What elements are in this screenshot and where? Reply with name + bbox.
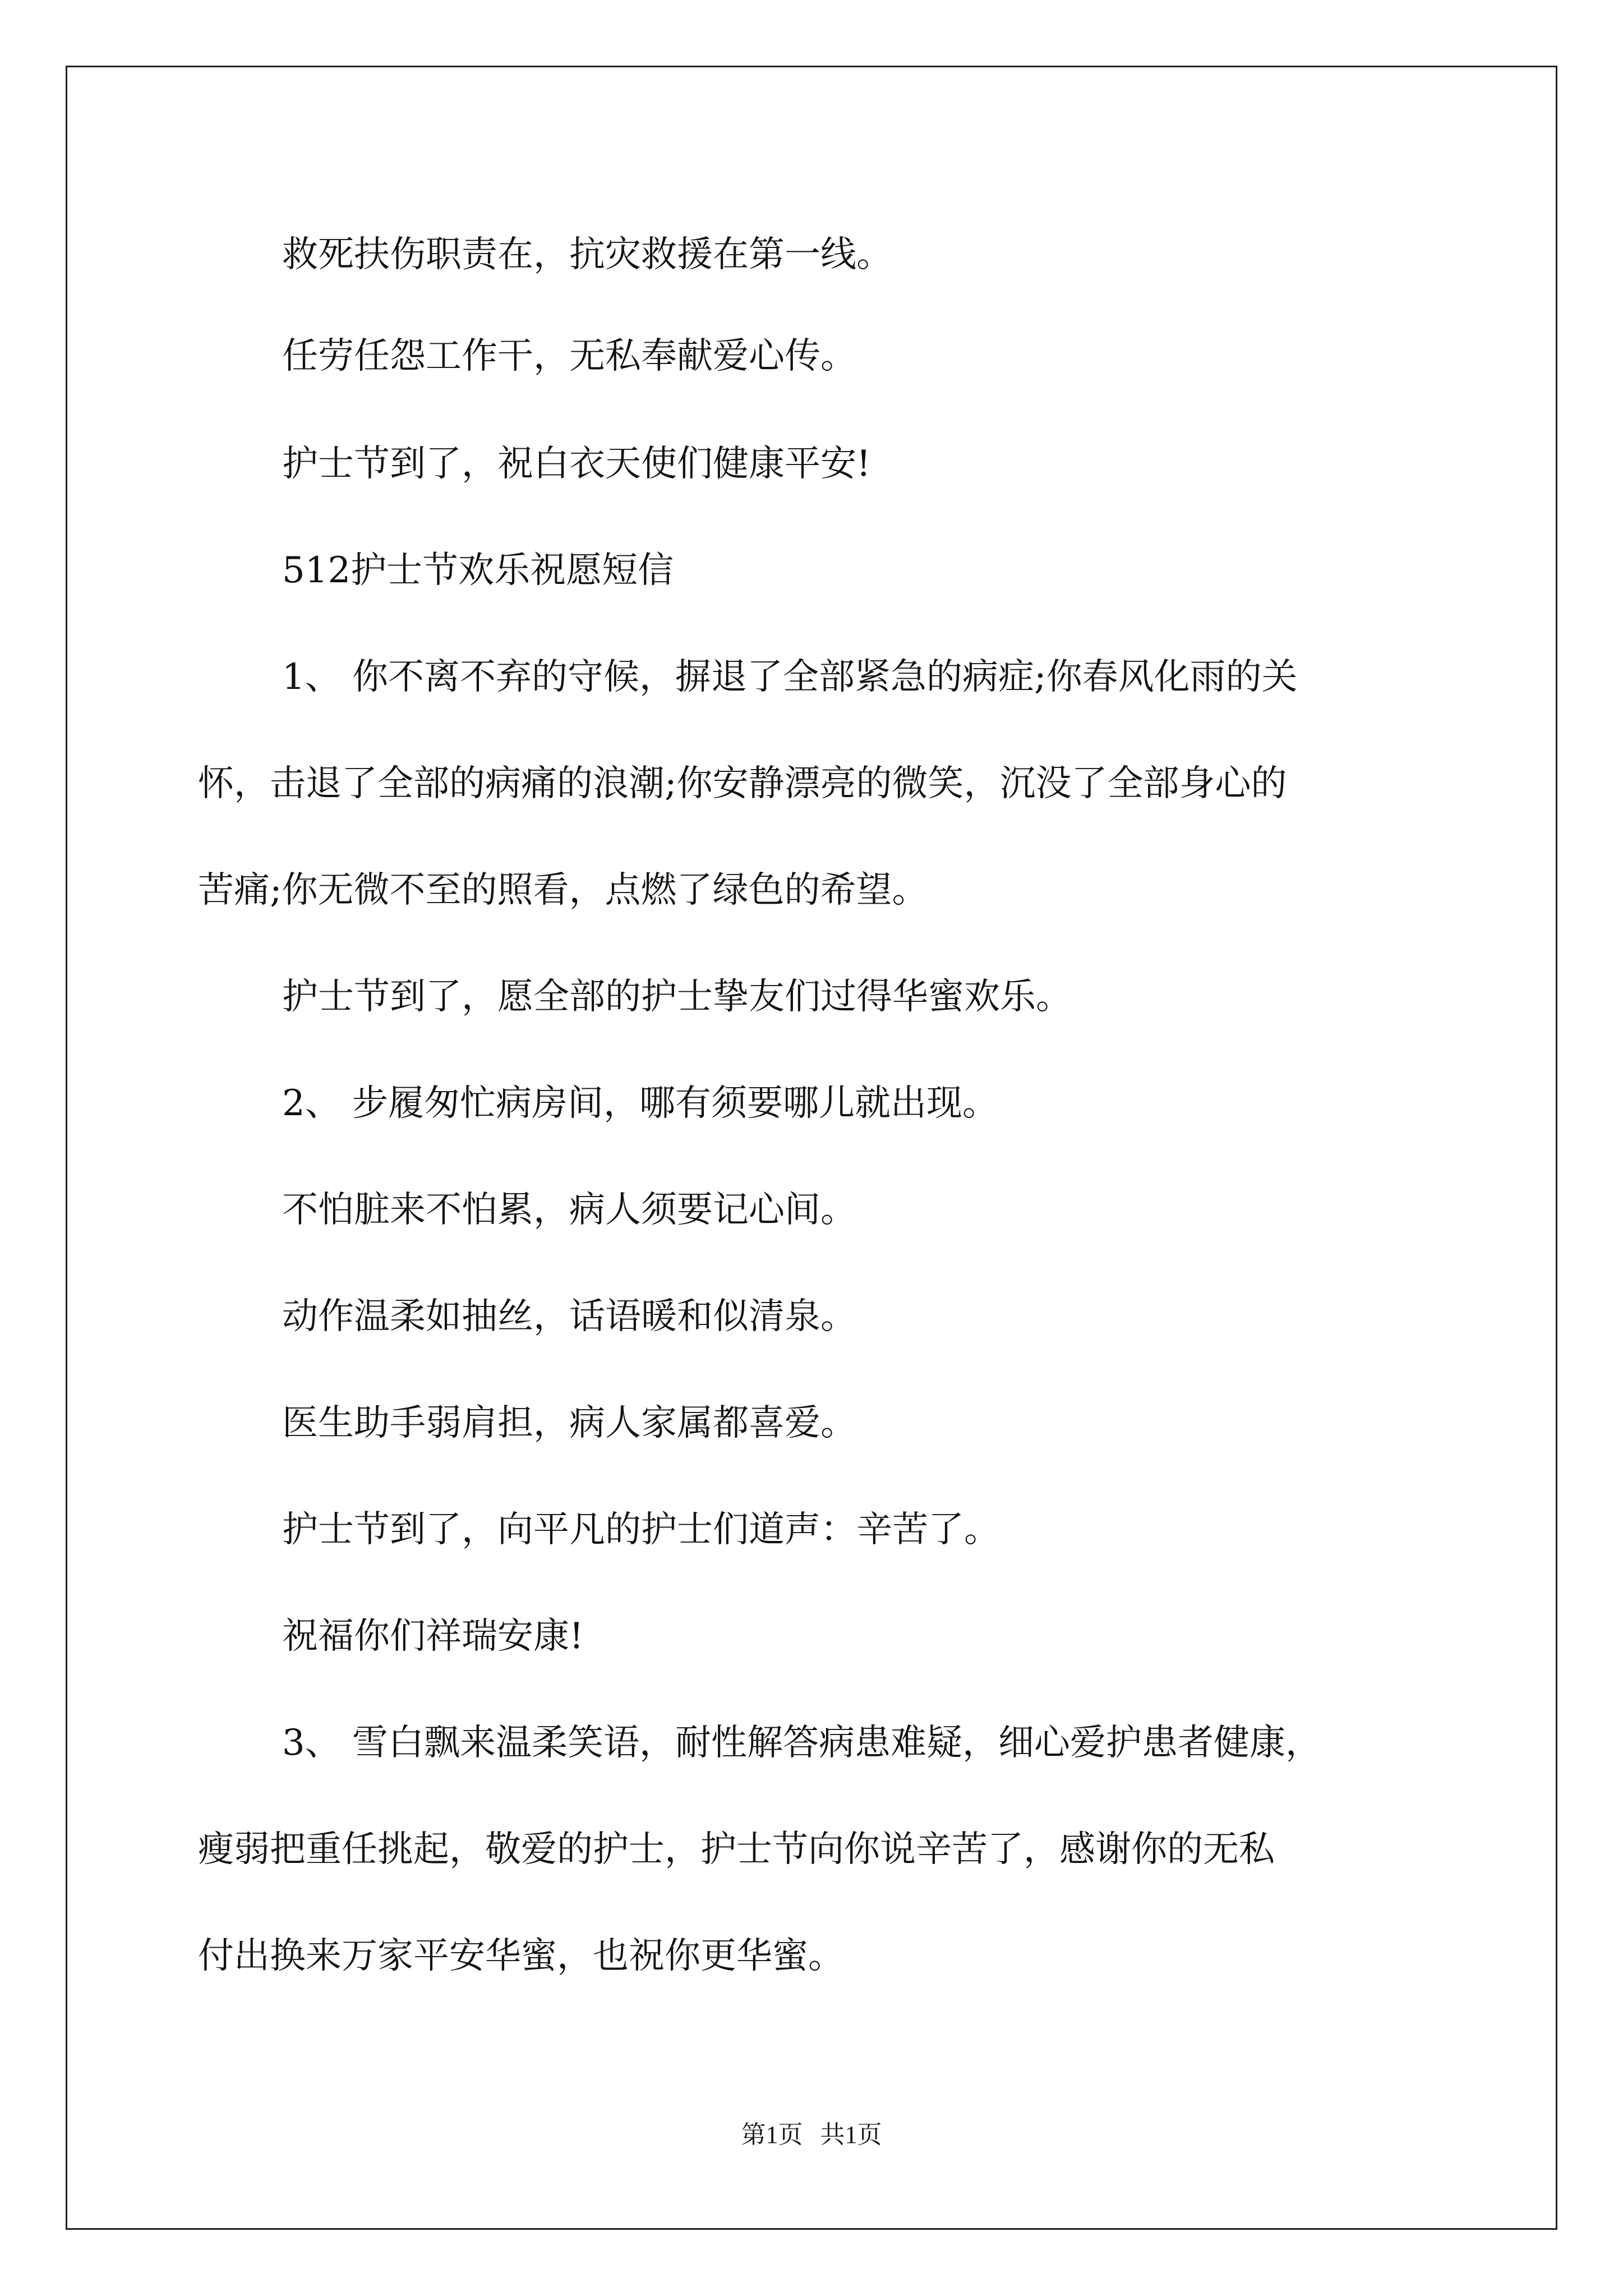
page-border	[66, 66, 1557, 2230]
text-line-7: 苦痛;你无微不至的照看，点燃了绿色的希望。	[198, 869, 928, 911]
section-heading: 512护士节欢乐祝愿短信	[282, 550, 674, 591]
text-line-5: 1、 你不离不弃的守候，摒退了全部紧急的病症;你春风化雨的关	[282, 656, 1298, 698]
page-number: 第1页	[741, 2121, 803, 2148]
page-footer	[0, 2123, 1623, 2147]
page-total: 共1页	[820, 2121, 882, 2148]
text-line-15: 3、 雪白飘来温柔笑语，耐性解答病患难疑，细心爱护患者健康，	[282, 1722, 1322, 1764]
text-line-12: 医生助手弱肩担，病人家属都喜爱。	[282, 1402, 856, 1444]
text-line-14: 祝福你们祥瑞安康!	[282, 1616, 584, 1657]
text-line-3: 护士节到了，祝白衣天使们健康平安!	[282, 443, 871, 485]
text-line-6: 怀，击退了全部的病痛的浪潮;你安静漂亮的微笑，沉没了全部身心的	[198, 763, 1287, 804]
text-line-2: 任劳任怨工作干，无私奉献爱心传。	[282, 335, 856, 377]
text-line-10: 不怕脏来不怕累，病人须要记心间。	[282, 1189, 856, 1231]
text-line-17: 付出换来万家平安华蜜，也祝你更华蜜。	[198, 1935, 844, 1977]
text-line-11: 动作温柔如抽丝，话语暖和似清泉。	[282, 1296, 856, 1337]
text-line-9: 2、 步履匆忙病房间，哪有须要哪儿就出现。	[282, 1083, 999, 1124]
text-line-13: 护士节到了，向平凡的护士们道声：辛苦了。	[282, 1509, 1000, 1550]
text-line-16: 瘦弱把重任挑起，敬爱的护士，护士节向你说辛苦了，感谢你的无私	[198, 1829, 1275, 1870]
text-line-8: 护士节到了，愿全部的护士挚友们过得华蜜欢乐。	[282, 976, 1072, 1018]
text-line-1: 救死扶伤职责在，抗灾救援在第一线。	[282, 234, 892, 275]
